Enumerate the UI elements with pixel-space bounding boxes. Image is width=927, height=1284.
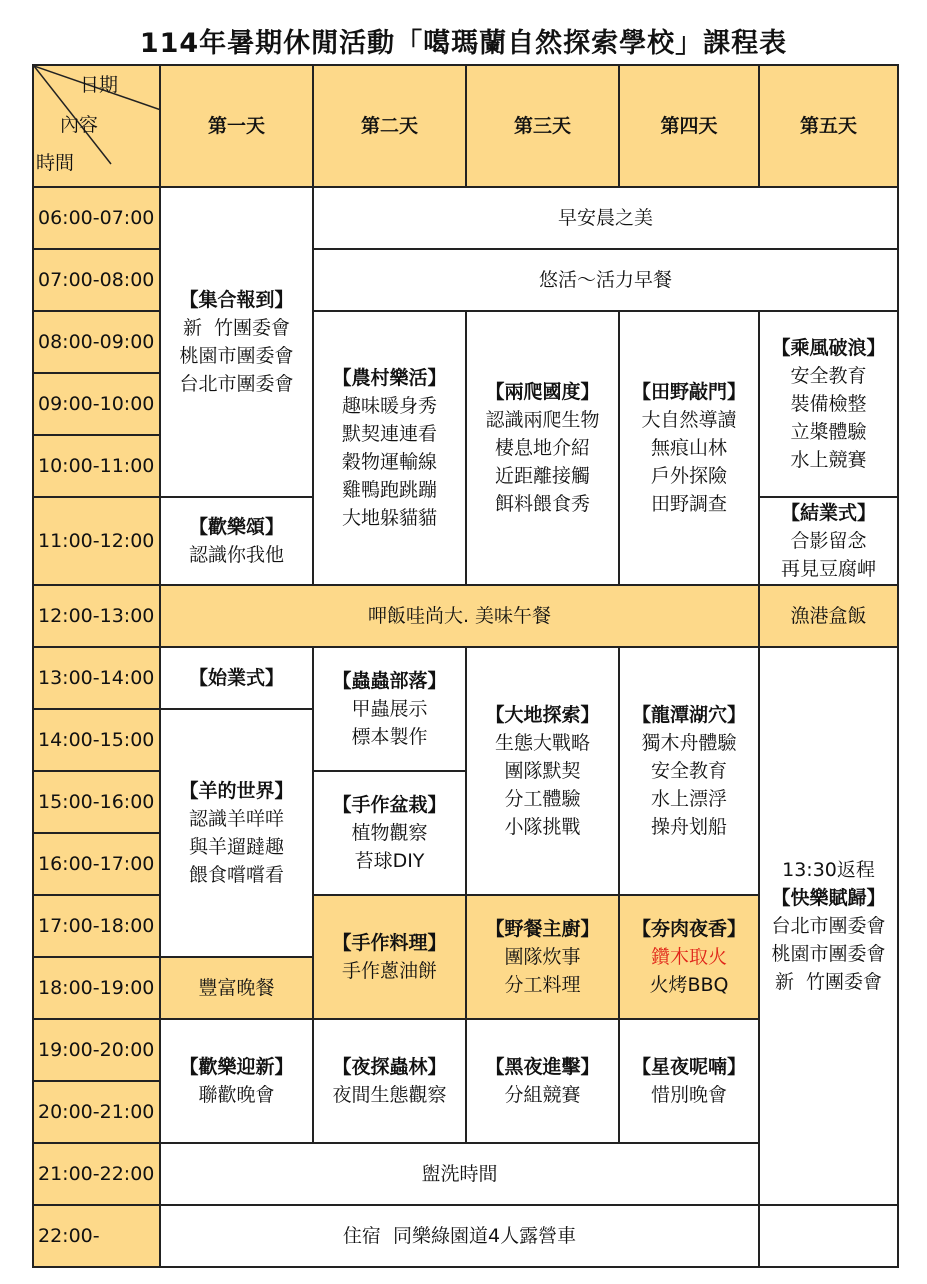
event-line: 與羊遛躂趣	[188, 836, 284, 858]
event-line-red: 鑽木取火	[650, 946, 727, 968]
time-slot: 11:00-12:00	[33, 497, 160, 585]
time-slot: 21:00-22:00	[33, 1143, 160, 1205]
event-title: 【羊的世界】	[179, 780, 294, 802]
event-line: 分組競賽	[504, 1084, 581, 1106]
time-row	[33, 647, 898, 709]
time-slot: 10:00-11:00	[33, 435, 160, 497]
event-line: 再見豆腐岬	[780, 558, 876, 580]
corner-content-label: 內容	[60, 114, 99, 136]
time-slot: 19:00-20:00	[33, 1019, 160, 1081]
event-line: 認識羊咩咩	[188, 808, 284, 830]
event-title: 【歡樂迎新】	[179, 1056, 294, 1078]
event-title: 【集合報到】	[179, 289, 294, 311]
event-wave	[759, 311, 898, 497]
event-title: 【大地探索】	[485, 704, 600, 726]
event-title: 【手作盆栽】	[332, 794, 447, 816]
event-line: 台北市團委會	[771, 915, 886, 937]
corner-time-label: 時間	[36, 152, 75, 174]
event-line: 台北市團委會	[179, 373, 294, 395]
day-2-header: 第二天	[313, 65, 466, 187]
event-insect-tribe	[313, 647, 466, 771]
time-slot: 08:00-09:00	[33, 311, 160, 373]
event-welcome	[160, 1019, 313, 1143]
event-line: 穀物運輸線	[341, 451, 437, 473]
event-line: 13:30返程	[782, 859, 875, 881]
event-lunch: 呷飯哇尚大. 美味午餐	[160, 585, 759, 647]
event-line: 無痕山林	[650, 437, 727, 459]
event-line: 雞鴨跑跳蹦	[341, 479, 437, 501]
page-title: 114年暑期休閒活動「噶瑪蘭自然探索學校」課程表	[139, 28, 788, 59]
event-line: 水上競賽	[790, 449, 867, 471]
event-line: 默契連連看	[341, 423, 437, 445]
event-stay: 住宿 同樂綠園道4人露營車	[160, 1205, 759, 1267]
event-line: 團隊默契	[504, 760, 581, 782]
event-line: 田野調查	[650, 493, 727, 515]
day-3-header: 第三天	[466, 65, 619, 187]
event-line: 小隊挑戰	[504, 816, 581, 838]
event-line: 合影留念	[790, 530, 867, 552]
event-return-trip	[759, 647, 898, 1205]
event-morning-beauty: 早安晨之美	[313, 187, 898, 249]
event-wash: 盥洗時間	[160, 1143, 759, 1205]
event-line: 餌料餵食秀	[494, 493, 590, 515]
event-line: 安全教育	[790, 365, 867, 387]
time-slot: 07:00-08:00	[33, 249, 160, 311]
time-slot: 18:00-19:00	[33, 957, 160, 1019]
event-title: 【夯肉夜香】	[631, 918, 746, 940]
event-line: 裝備檢整	[790, 393, 867, 415]
event-star-night	[619, 1019, 759, 1143]
event-title: 【始業式】	[188, 667, 284, 689]
event-line: 安全教育	[650, 760, 727, 782]
event-title: 【夜探蟲林】	[332, 1056, 447, 1078]
event-line: 新 竹團委會	[182, 317, 291, 339]
event-line: 惜別晚會	[650, 1084, 727, 1106]
event-line: 水上漂浮	[650, 788, 727, 810]
event-line: 大自然導讀	[641, 409, 737, 431]
event-title: 【田野敲門】	[631, 381, 746, 403]
event-night-market	[619, 895, 759, 1019]
time-slot: 16:00-17:00	[33, 833, 160, 895]
time-slot: 15:00-16:00	[33, 771, 160, 833]
event-line: 苔球DIY	[354, 850, 425, 872]
event-title: 【龍潭湖穴】	[631, 704, 746, 726]
event-night-insect	[313, 1019, 466, 1143]
day-1-header: 第一天	[160, 65, 313, 187]
event-line: 分工料理	[504, 974, 581, 996]
event-earth-explore	[466, 647, 619, 895]
event-opening	[160, 647, 313, 709]
event-line: 團隊炊事	[504, 946, 581, 968]
event-line: 大地躲貓貓	[341, 507, 437, 529]
time-slot: 17:00-18:00	[33, 895, 160, 957]
event-closing	[759, 497, 898, 585]
time-slot: 06:00-07:00	[33, 187, 160, 249]
event-line: 分工體驗	[504, 788, 581, 810]
event-line: 新 竹團委會	[774, 971, 883, 993]
event-line: 認識你我他	[188, 544, 284, 566]
event-line: 手作蔥油餅	[341, 960, 437, 982]
schedule-table	[32, 64, 899, 1268]
event-line: 火烤BBQ	[649, 974, 729, 996]
event-line: 立槳體驗	[790, 421, 867, 443]
event-line: 植物觀察	[351, 822, 428, 844]
event-line: 生態大戰略	[494, 732, 590, 754]
event-line: 餵食嚐嚐看	[188, 864, 284, 886]
time-slot: 22:00-	[33, 1205, 160, 1267]
event-title: 【野餐主廚】	[485, 918, 600, 940]
time-row	[33, 585, 898, 647]
event-farm	[313, 311, 466, 585]
event-handmade-cooking	[313, 895, 466, 1019]
corner-date-label: 日期	[80, 74, 119, 96]
time-slot: 09:00-10:00	[33, 373, 160, 435]
time-slot: 12:00-13:00	[33, 585, 160, 647]
event-picnic-chef	[466, 895, 619, 1019]
event-title: 【乘風破浪】	[771, 337, 886, 359]
event-title: 【歡樂頌】	[188, 516, 284, 538]
event-title: 【兩爬國度】	[485, 381, 600, 403]
event-title: 【星夜呢喃】	[631, 1056, 746, 1078]
event-amphibian	[466, 311, 619, 585]
event-dragon-pool	[619, 647, 759, 895]
event-sheep	[160, 709, 313, 957]
event-line: 甲蟲展示	[351, 698, 428, 720]
empty-cell	[759, 1205, 898, 1267]
event-joy-song	[160, 497, 313, 585]
event-line: 獨木舟體驗	[641, 732, 737, 754]
day-5-header: 第五天	[759, 65, 898, 187]
event-title: 【蟲蟲部落】	[332, 670, 447, 692]
event-line: 近距離接觸	[494, 465, 590, 487]
event-title: 【手作料理】	[332, 932, 447, 954]
event-line: 趣味暖身秀	[341, 395, 437, 417]
event-title: 【農村樂活】	[332, 367, 447, 389]
event-line: 標本製作	[351, 726, 428, 748]
event-assembly	[160, 187, 313, 497]
event-line: 夜間生態觀察	[332, 1084, 447, 1106]
event-field	[619, 311, 759, 585]
day-4-header: 第四天	[619, 65, 759, 187]
event-dinner: 豐富晚餐	[160, 957, 313, 1019]
event-line: 操舟划船	[650, 816, 727, 838]
time-row	[33, 1205, 898, 1267]
time-slot: 14:00-15:00	[33, 709, 160, 771]
event-breakfast: 悠活～活力早餐	[313, 249, 898, 311]
header-row	[33, 65, 898, 187]
event-line: 棲息地介紹	[494, 437, 590, 459]
event-title: 【黑夜進擊】	[485, 1056, 600, 1078]
event-bonsai	[313, 771, 466, 895]
time-row	[33, 187, 898, 249]
event-title: 【結業式】	[780, 502, 876, 524]
event-harbor-lunch: 漁港盒飯	[759, 585, 898, 647]
time-slot: 20:00-21:00	[33, 1081, 160, 1143]
event-line: 聯歡晚會	[198, 1084, 275, 1106]
time-slot: 13:00-14:00	[33, 647, 160, 709]
corner-cell	[33, 65, 160, 187]
event-line: 認識兩爬生物	[485, 409, 600, 431]
event-line: 桃園市團委會	[179, 345, 294, 367]
event-night-attack	[466, 1019, 619, 1143]
event-line: 桃園市團委會	[771, 943, 886, 965]
event-line: 戶外探險	[650, 465, 727, 487]
event-title: 【快樂賦歸】	[771, 887, 886, 909]
